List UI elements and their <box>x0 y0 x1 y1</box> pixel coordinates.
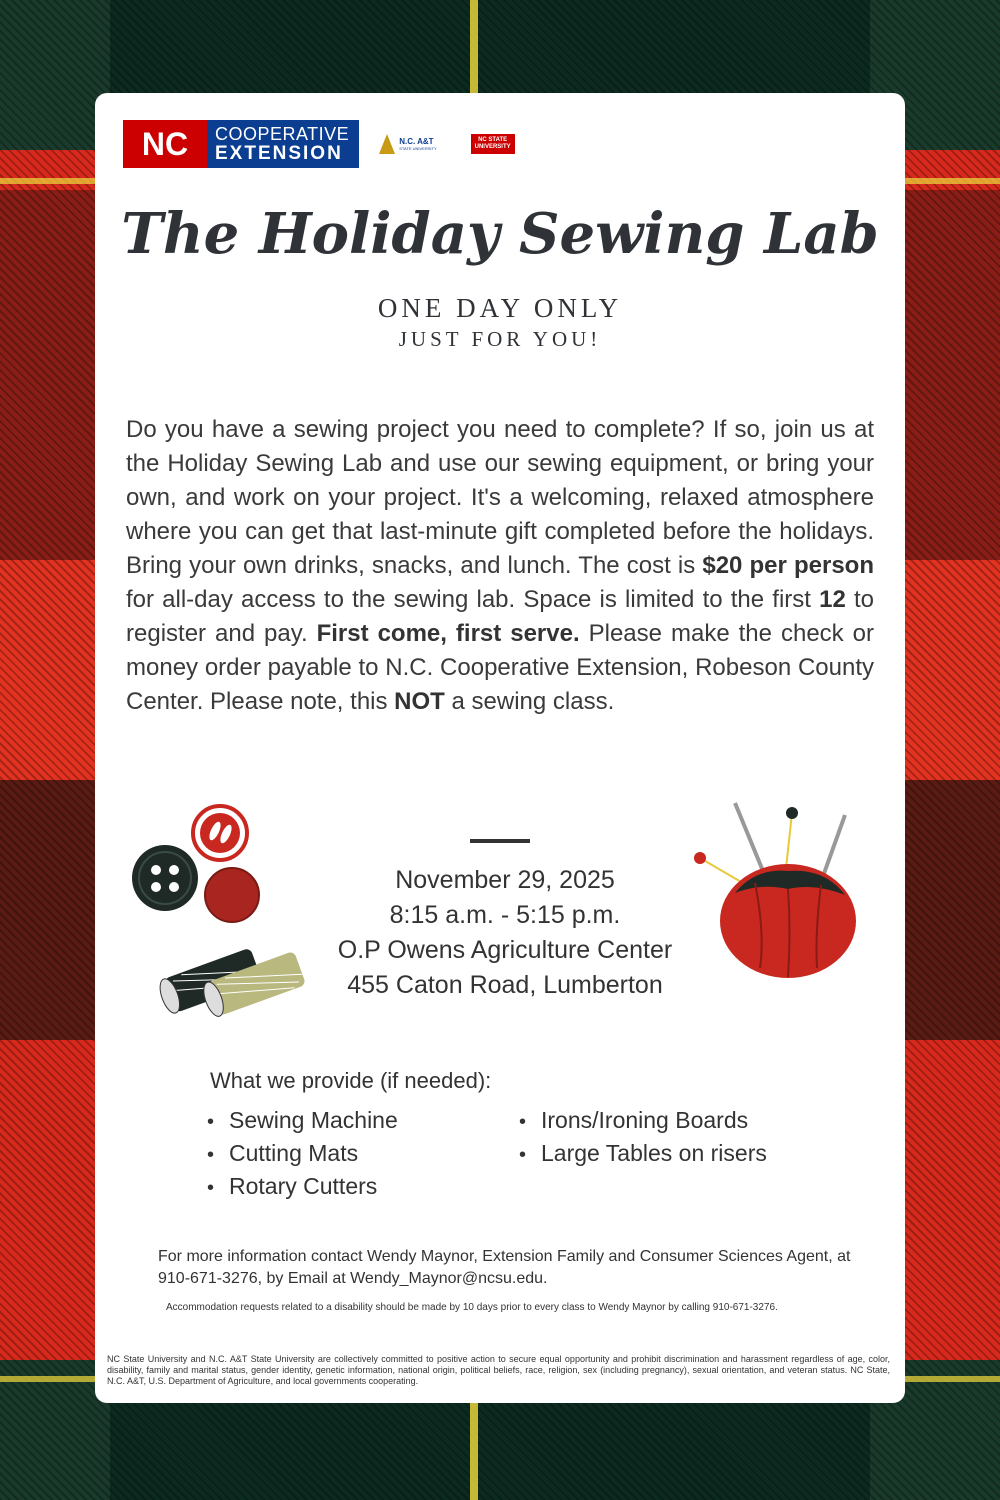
ncstate-line2: UNIVERSITY <box>474 144 511 150</box>
event-time: 8:15 a.m. - 5:15 p.m. <box>389 901 621 929</box>
aandt-mark-icon <box>379 134 395 154</box>
list-item: • Large Tables on risers <box>519 1138 767 1171</box>
accommodation-note: Accommodation requests related to a disability should be made by 10 days prior to every class to Wendy Maynor by calling 910-671-3276. <box>166 1302 778 1313</box>
list-item: • Irons/Ironing Boards <box>519 1105 767 1138</box>
nc-logo-abbr: NC <box>123 120 207 168</box>
page-title: The Holiday Sewing Lab <box>121 201 879 267</box>
thread-spools-icon <box>156 934 306 1023</box>
event-details <box>305 863 705 1003</box>
legal-statement: NC State University and N.C. A&T State University are collectively committed to positive action to secure equal opportunity and prohibit discrimination and harassment regardless of age, color, disability, family and marital status, gender identity, genetic information, national origin, political beliefs, race, religion, sex (including pregnancy), sexual orientation, and veteran status. NC State, N.C. A&T, U.S. Department of Agriculture, and local governments cooperating. <box>107 1354 890 1386</box>
nc-state-logo <box>471 134 515 154</box>
list-item: • Rotary Cutters <box>207 1171 398 1204</box>
provide-list-left <box>207 1105 398 1204</box>
aandt-name: N.C. A&T <box>399 137 434 146</box>
contact-info: For more information contact Wendy Maynor, Extension Family and Consumer Sciences Agent, at 910-671-3276, by Email at Wendy_Maynor@ncsu.edu. <box>158 1248 851 1287</box>
logo-bar <box>123 119 515 169</box>
section-divider <box>470 839 530 843</box>
limit-highlight: 12 <box>819 586 846 613</box>
list-item: • Sewing Machine <box>207 1105 398 1138</box>
logo-cooperative: COOPERATIVE <box>215 124 350 144</box>
nc-aandt-logo <box>379 134 436 154</box>
not-highlight: NOT <box>394 688 445 715</box>
event-venue: O.P Owens Agriculture Center <box>337 936 673 964</box>
subtitle-just-for-you: JUST FOR YOU! <box>398 327 602 351</box>
ncstate-line1: NC STATE <box>478 137 508 143</box>
provide-list-right <box>519 1105 767 1171</box>
provide-title: What we provide (if needed): <box>210 1068 492 1093</box>
cost-highlight: $20 per person <box>702 552 875 579</box>
event-address: 455 Caton Road, Lumberton <box>347 971 663 999</box>
event-date: November 29, 2025 <box>395 866 615 894</box>
first-come-highlight: First come, first serve. <box>316 620 580 647</box>
pincushion-icon <box>685 793 875 983</box>
nc-cooperative-extension-logo <box>123 120 359 168</box>
aandt-sub: STATE UNIVERSITY <box>399 146 437 151</box>
list-item: • Cutting Mats <box>207 1138 398 1171</box>
logo-extension: EXTENSION <box>215 143 343 164</box>
buttons-icon <box>125 798 325 1023</box>
flyer-card <box>95 93 905 1403</box>
description-paragraph: Do you have a sewing project you need to complete? If so, join us at the Holiday Sewing Lab and use our sewing equipment, or bring your own, and work on your project. It's a welcoming, relaxed atmosphere where you can get that last-minute gift completed before the holidays. Bring your own drinks, snacks, and lunch. The cost is $20 per person for all-day access to the sewing lab. Space is limited to the first 12 to register and pay. First come, first serve. Please make the check or money order payable to N.C. Cooperative Extension, Robeson County Center. Please note, this NOT a sewing class. <box>126 416 875 715</box>
subtitle-one-day: ONE DAY ONLY <box>377 293 623 323</box>
